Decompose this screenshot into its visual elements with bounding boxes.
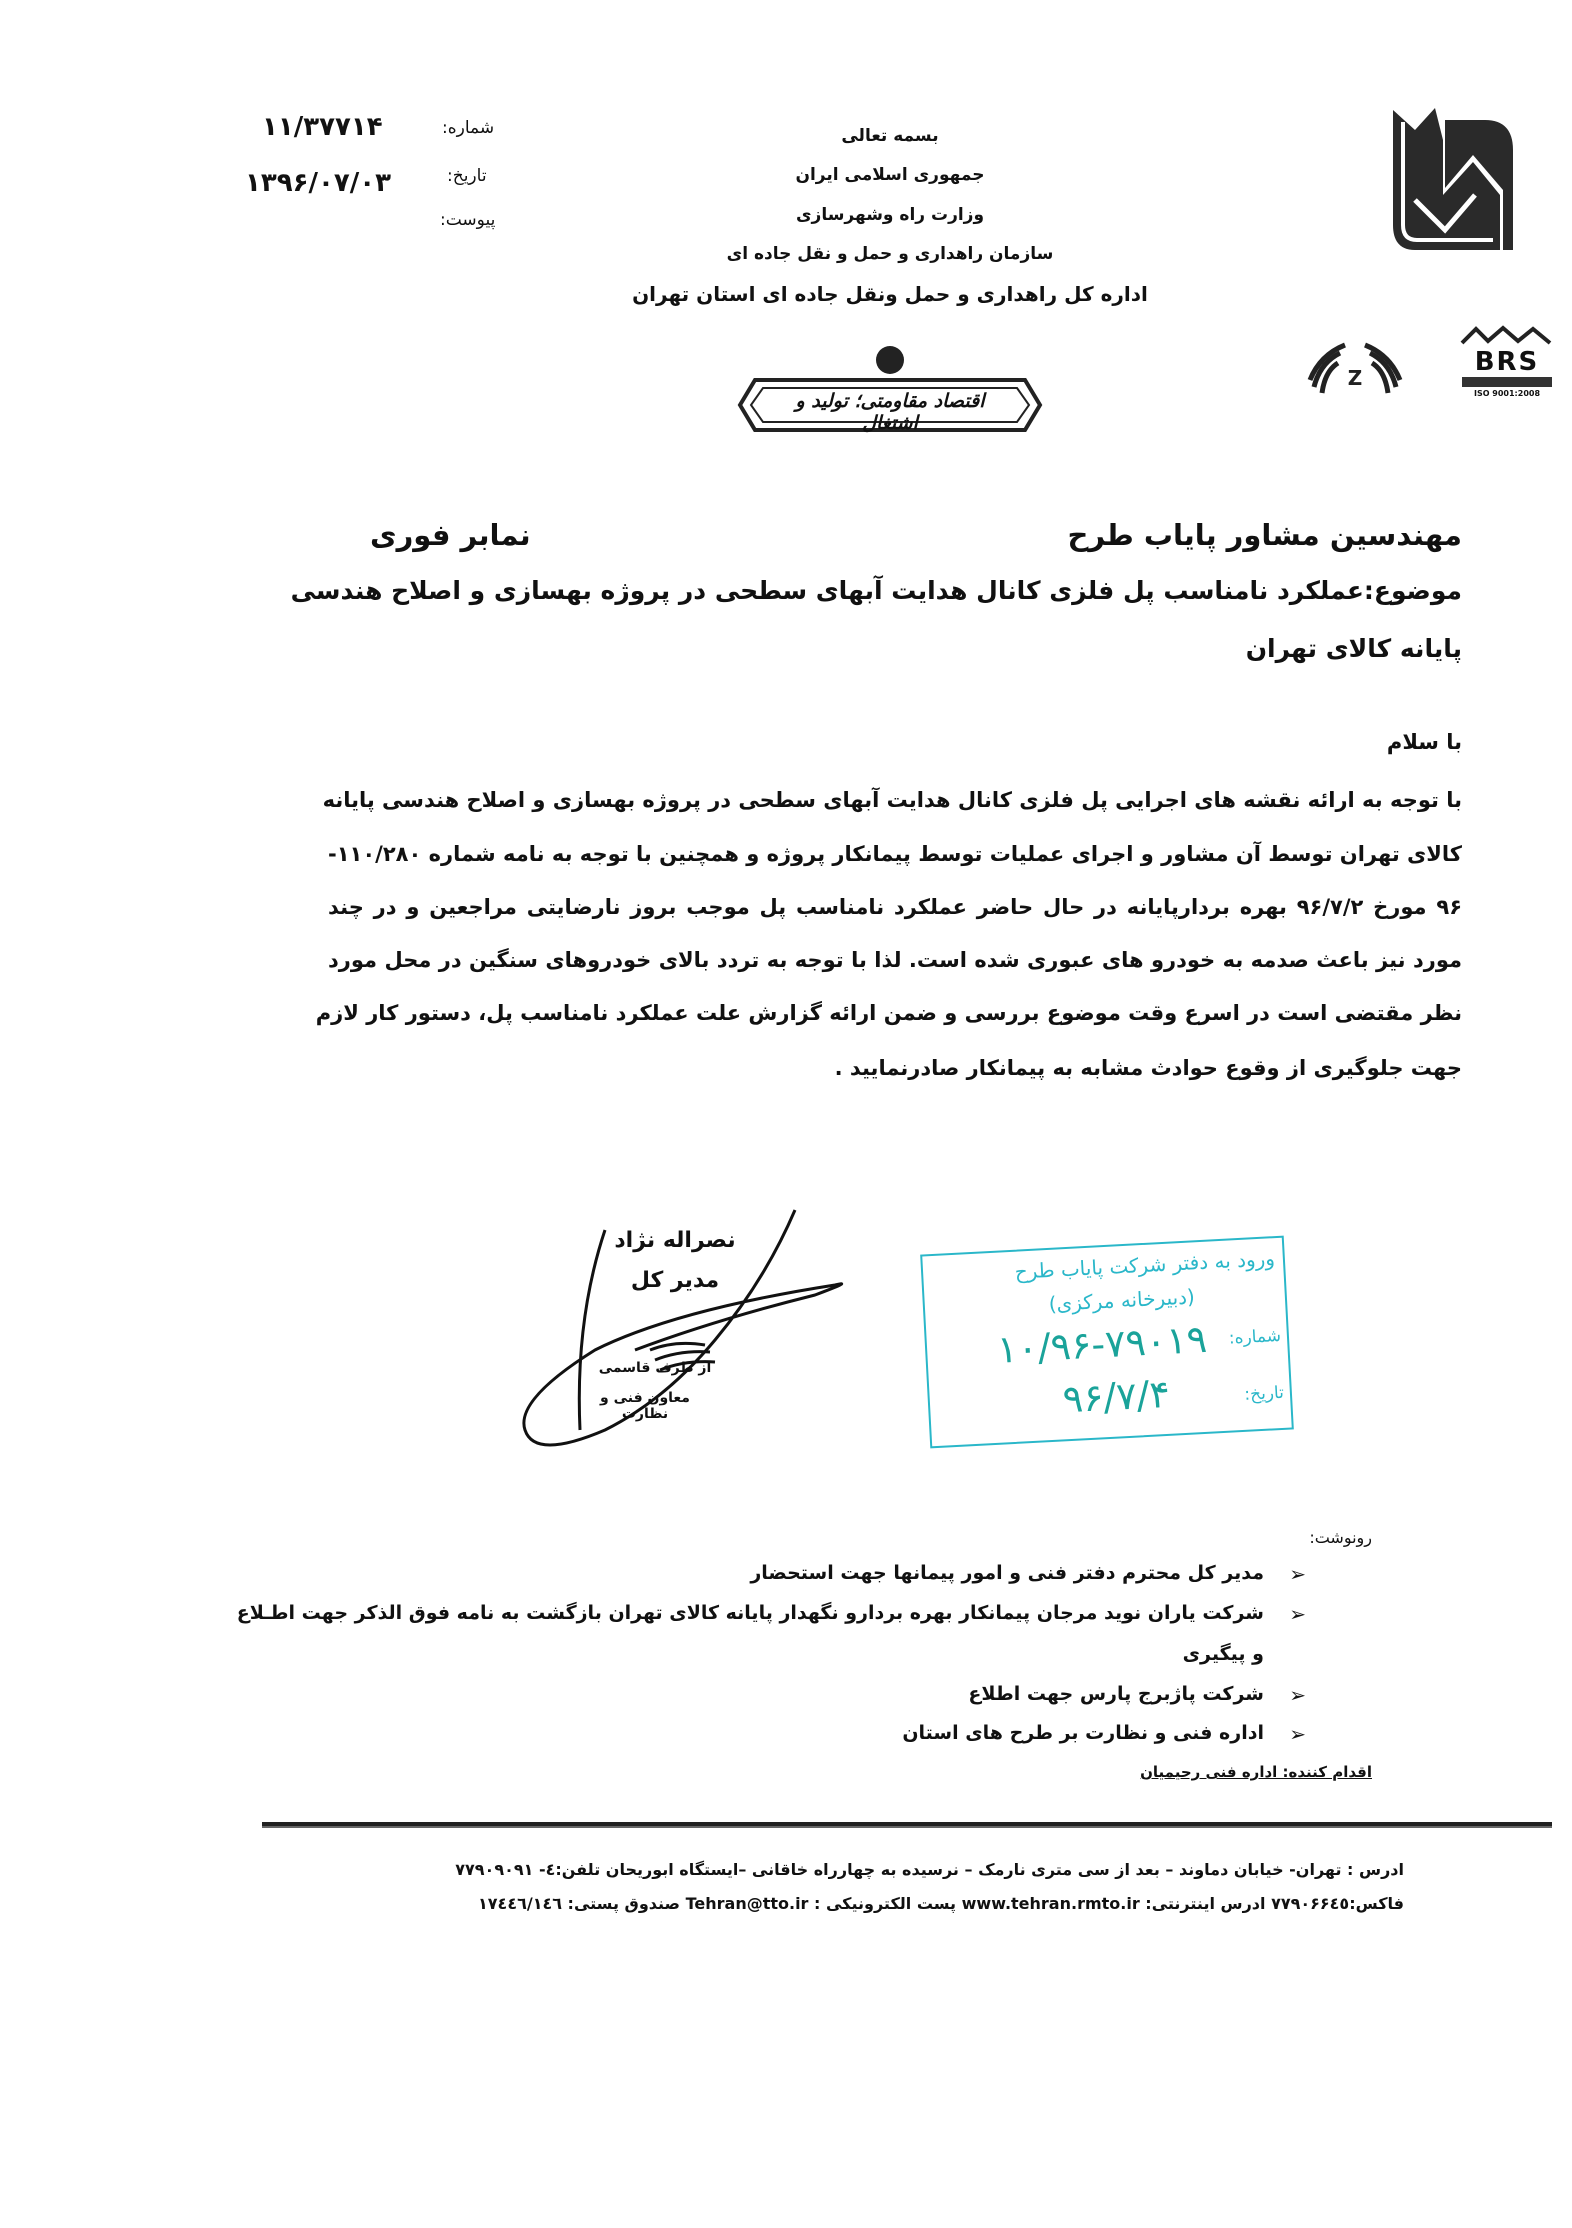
stamp-line2: (دبیرخانه مرکزی) [1048, 1284, 1196, 1316]
cc-item-continuation: و پیگیری [1182, 1643, 1264, 1665]
certification-wings-logo [1300, 335, 1410, 400]
subject-line-1: موضوع:عملکرد نامناسب پل فلزی کانال هدایت آبهای سطحی در پروژه بهسازی و اصلاح هندسی [290, 576, 1462, 605]
iso-caption: ISO 9001:2008 [1473, 389, 1541, 398]
cc-item: ➢ شرکت یاران نوید مرجان پیمانکار بهره بردارو نگهدار پایانه کالای تهران بازگشت به نامه فوق الذکر جهت اطـلاع [236, 1602, 1306, 1626]
country-name: جمهوری اسلامی ایران [795, 165, 985, 185]
stamp-line1: ورود به دفتر شرکت پایاب طرح [1014, 1246, 1276, 1284]
letter-date: ۱۳۹۶/۰۷/۰۳ [245, 168, 391, 198]
attachment-label: پیوست: [440, 210, 496, 230]
slogan-text: اقتصاد مقاومتی؛ تولید و اشتغال [795, 390, 985, 434]
arrow-bullet-icon: ➢ [1289, 1602, 1306, 1626]
recipient: مهندسین مشاور پایاب طرح [1067, 518, 1462, 552]
svg-text:Z: Z [1347, 366, 1363, 390]
letter-number: ۱۱/۳۷۷۱۴ [262, 112, 383, 142]
cc-item: ➢ شرکت پاژبرج پارس جهت اطلاع [968, 1683, 1306, 1707]
body-line: مورد نیز باعث صدمه به خودرو های عبوری شده است. لذا با توجه به تردد بالای خودروهای سنگین در محل مورد [328, 948, 1462, 972]
body-line: جهت جلوگیری از وقوع حوادث مشابه به پیمانکار صادرنمایید . [834, 1056, 1462, 1080]
footer-divider [262, 1822, 1552, 1828]
received-stamp [920, 1236, 1294, 1449]
cc-label: رونوشت: [1309, 1528, 1372, 1547]
arrow-bullet-icon: ➢ [1289, 1562, 1306, 1586]
arrow-bullet-icon: ➢ [1289, 1683, 1306, 1707]
subject-line-2: پایانه کالای تهران [1245, 634, 1462, 663]
number-label: شماره: [442, 118, 495, 138]
cc-item: ➢ اداره فنی و نظارت بر طرح های استان [902, 1722, 1306, 1746]
department-name: اداره کل راهداری و حمل ونقل جاده ای استان تهران [632, 282, 1148, 306]
stamp-number-label: شماره: [1228, 1325, 1282, 1349]
organization-name: سازمان راهداری و حمل و نقل جاده ای [726, 244, 1054, 264]
signature-block [515, 1200, 855, 1460]
footer-address: ادرس : تهران- خیابان دماوند – بعد از سی متری نارمک – نرسیده به چهارراه خاقانی –ایستگاه ابوریحان تلفن:٤- ۷۷۹۰۹۰۹۱ [455, 1860, 1404, 1879]
iso-brs-logo [1458, 325, 1556, 407]
on-behalf: از طرف قاسمی [598, 1360, 712, 1376]
slogan-emblem [735, 330, 1045, 445]
ministry-name: وزارت راه وشهرسازی [795, 205, 985, 225]
body-line: با توجه به ارائه نقشه های اجرایی پل فلزی کانال هدایت آبهای سطحی در پروژه بهسازی و اصلاح هندسی پایانه [322, 788, 1462, 812]
footer-contact: فاکس:۷۷۹۰۶۶٤٥ ادرس اینترنتی: www.tehran.rmto.ir پست الکترونیکی : Tehran@tto.ir صندوق پستی: ۱۷٤٤٦/۱٤٦ [478, 1894, 1404, 1913]
action-by: اقدام کننده: اداره فنی رحیمیان [1140, 1763, 1372, 1781]
cc-item: ➢ مدیر کل محترم دفتر فنی و امور پیمانها جهت استحضار [750, 1562, 1306, 1586]
signatory-name: نصراله نژاد [614, 1228, 736, 1253]
greeting: با سلام [1386, 730, 1462, 754]
body-line: نظر مقتضی است در اسرع وقت موضوع بررسی و ضمن ارائه گزارش علت عملکرد نامناسب پل، دستور کار لازم [315, 1001, 1462, 1025]
date-label: تاریخ: [447, 166, 487, 186]
on-behalf-title: معاون فنی و نظارت [600, 1390, 690, 1422]
body-line: ۹۶ مورخ ۹۶/۷/۲ بهره بردارپایانه در حال حاضر عملکرد نامناسب پل موجب بروز نارضایتی مراجعین و در چند [328, 895, 1463, 919]
iso-brs-text: BRS [1474, 347, 1540, 377]
stamp-date: ۹۶/۷/۴ [1061, 1371, 1171, 1422]
signatory-title: مدیر کل [630, 1268, 720, 1293]
bismillah: بسمه تعالی [841, 126, 939, 146]
urgency-label: نمابر فوری [370, 518, 531, 552]
arrow-bullet-icon: ➢ [1289, 1722, 1306, 1746]
organization-logo [1385, 100, 1520, 260]
stamp-number: ۱۰/۹۶-۷۹۰۱۹ [995, 1316, 1209, 1372]
body-line: کالای تهران توسط آن مشاور و اجرای عملیات توسط پیمانکار پروژه و همچنین با توجه به نامه شماره ۱۱۰/۲۸۰- [328, 842, 1462, 866]
stamp-date-label: تاریخ: [1243, 1382, 1285, 1405]
